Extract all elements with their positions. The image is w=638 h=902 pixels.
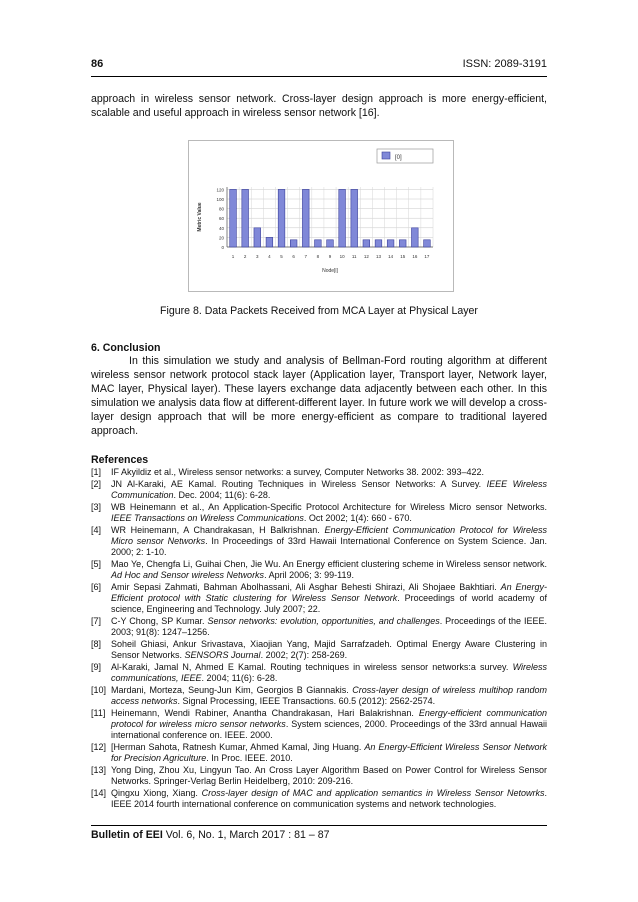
- y-tick-label: 60: [218, 216, 224, 222]
- reference-number: [5]: [91, 559, 102, 569]
- reference-item: [91, 582, 547, 615]
- x-tick-label: 4: [268, 254, 271, 259]
- reference-text: Heinemann, Wendi Rabiner, Anantha Chandrakasan, Hari Balakrishnan. Energy-efficient communication protocol for wireless micro sensor networks. System sciences, 2000. Proceedings of the 33rd annual Hawaii international conference on. IEEE. 2000.: [111, 708, 547, 740]
- reference-number: [13]: [91, 765, 107, 775]
- page-number: 86: [91, 58, 104, 70]
- bar: [290, 240, 297, 247]
- x-tick-label: 10: [339, 254, 345, 259]
- intro-paragraph: approach in wireless sensor network. Cross-layer design approach is more energy-efficient, scalable and useful approach in wireless sensor network [16].: [91, 93, 547, 119]
- reference-number: [14]: [91, 788, 107, 798]
- bar: [387, 240, 394, 247]
- x-tick-label: 9: [328, 254, 332, 259]
- bar: [351, 189, 358, 247]
- page-footer: [91, 829, 329, 841]
- reference-text: Amir Sepasi Zahmati, Bahman Abolhassani, Ali Asghar Behesti Shirazi, Ali Shojaee Bakhtiari. An Energy-Efficient protocol with Static clustering for Wireless Sensor Network. Proceedings of world academy of science, Engineering and Technology. July 2007; 22.: [111, 582, 547, 614]
- references-title: References: [91, 454, 149, 466]
- bar: [302, 189, 309, 247]
- reference-number: [9]: [91, 662, 102, 672]
- reference-item: [91, 467, 547, 478]
- header-rule: [91, 76, 547, 77]
- x-tick-label: 11: [351, 254, 357, 259]
- bar: [278, 189, 285, 247]
- legend-label: [0]: [395, 155, 402, 161]
- x-tick-label: 5: [280, 254, 283, 259]
- figure-8: [188, 140, 454, 292]
- reference-item: [91, 639, 547, 661]
- reference-item: [91, 708, 547, 741]
- reference-number: [3]: [91, 502, 102, 512]
- bar: [424, 240, 431, 247]
- x-tick-label: 16: [412, 254, 418, 259]
- reference-text: JN Al-Karaki, AE Kamal. Routing Techniques in Wireless Sensor Networks: A Survey. IEEE Wireless Communication. Dec. 2004; 11(6): 6-28.: [111, 479, 547, 500]
- reference-text: WB Heinemann et al., An Application-Specific Protocol Architecture for Wireless Micro sensor Networks. IEEE Transactions on Wireless Communications. Oct 2002; 1(4): 660 - 670.: [111, 502, 547, 523]
- reference-text: Al-Karaki, Jamal N, Ahmed E Kamal. Routing techniques in wireless sensor networks:a survey. Wireless communications, IEEE. 2004; 11(6): 6-28.: [111, 662, 547, 683]
- bar: [363, 240, 370, 247]
- reference-item: [91, 502, 547, 524]
- x-tick-label: 15: [400, 254, 406, 259]
- section-title: 6. Conclusion: [91, 342, 161, 354]
- reference-item: [91, 662, 547, 684]
- reference-item: [91, 525, 547, 558]
- reference-text: IF Akyildiz et al., Wireless sensor networks: a survey, Computer Networks 38. 2002: 393–422.: [111, 467, 484, 477]
- y-axis-title: Metric Value: [197, 202, 203, 232]
- reference-number: [8]: [91, 639, 102, 649]
- reference-list: [91, 467, 547, 811]
- reference-number: [6]: [91, 582, 102, 592]
- bar: [339, 189, 346, 247]
- conclusion-paragraph: In this simulation we study and analysis of Bellman-Ford routing algorithm at different wireless sensor network protocol stack layer (Application layer, Transport layer, Network layer, MAC layer, Physical layer). These layers exchange data adjacently between each other. In this simulation we analysis data flow at different-different layer. In future work we will develop a cross-layer design approach that will be more energy-efficient as compare to traditional layered approach.: [91, 355, 547, 437]
- x-tick-label: 13: [375, 254, 381, 259]
- reference-number: [2]: [91, 479, 102, 489]
- x-tick-label: 6: [292, 254, 295, 259]
- legend-swatch: [382, 152, 390, 159]
- bar: [254, 228, 261, 247]
- x-tick-label: 1: [231, 254, 235, 259]
- bar: [315, 240, 322, 247]
- x-axis-title: Node[i]: [322, 268, 338, 274]
- reference-number: [7]: [91, 616, 102, 626]
- reference-item: [91, 765, 547, 787]
- x-tick-label: 14: [388, 254, 394, 259]
- y-tick-label: 20: [218, 235, 224, 241]
- x-tick-label: 2: [243, 254, 247, 259]
- y-tick-label: 80: [218, 206, 224, 212]
- reference-number: [12]: [91, 742, 107, 752]
- reference-item: [91, 788, 547, 810]
- reference-item: [91, 616, 547, 638]
- bar: [327, 240, 334, 247]
- reference-number: [10]: [91, 685, 107, 695]
- bar: [266, 237, 273, 247]
- bar-chart: [189, 141, 453, 291]
- bar: [242, 189, 249, 247]
- reference-text: Soheil Ghiasi, Ankur Srivastava, Xiaojian Yang, Majid Sarrafzadeh. Optimal Energy Aware Clustering in Sensor Networks. SENSORS Journal. 2002; 2(7): 258-269.: [111, 639, 547, 660]
- bar: [375, 240, 382, 247]
- x-tick-label: 3: [256, 254, 259, 259]
- page-header: [91, 58, 547, 74]
- x-tick-label: 17: [424, 254, 430, 259]
- reference-item: [91, 742, 547, 764]
- y-tick-label: 100: [216, 197, 224, 202]
- figure-caption: Figure 8. Data Packets Received from MCA Layer at Physical Layer: [160, 305, 478, 317]
- journal-name: Bulletin of EEI: [91, 829, 163, 841]
- reference-text: Yong Ding, Zhou Xu, Lingyun Tao. An Cross Layer Algorithm Based on Power Control for Wireless Sensor Networks. Springer-Verlag Berlin Heidelberg, 2010: 209-216.: [111, 765, 547, 786]
- bar: [230, 189, 237, 247]
- y-tick-label: 40: [218, 225, 224, 231]
- journal-issue: Vol. 6, No. 1, March 2017 : 81 – 87: [162, 829, 330, 841]
- reference-item: [91, 479, 547, 501]
- reference-text: Mardani, Morteza, Seung-Jun Kim, Georgios B Giannakis. Cross-layer design of wireless multihop random access networks. Signal Processing, IEEE Transactions. 60.5 (2012): 2562-2574.: [111, 685, 548, 706]
- reference-text: WR Heinemann, A Chandrakasan, H Balkrishnan. Energy-Efficient Communication Protocol for Wireless Micro sensor Networks. In Proceedings of 33rd Hawaii International Conference on System Science. Jan. 2000; 2: 1-10.: [111, 525, 547, 557]
- bar: [411, 228, 418, 247]
- reference-text: C-Y Chong, SP Kumar. Sensor networks: evolution, opportunities, and challenges. Proceedings of the IEEE. 2003; 91(8): 1247–1256.: [111, 616, 547, 637]
- footer-rule: [91, 825, 547, 826]
- issn: ISSN: 2089-3191: [462, 58, 547, 70]
- y-tick-label: 120: [216, 187, 224, 193]
- reference-text: Mao Ye, Chengfa Li, Guihai Chen, Jie Wu. An Energy efficient clustering scheme in Wireless sensor network. Ad Hoc and Sensor wireless Networks. April 2006; 3: 99-119.: [111, 559, 547, 580]
- reference-text: [Herman Sahota, Ratnesh Kumar, Ahmed Kamal, Jing Huang. An Energy-Efficient Wireless Sensor Network for Precision Agriculture. In Proc. IEEE. 2010.: [111, 742, 547, 763]
- bar: [399, 240, 406, 247]
- x-tick-label: 12: [363, 254, 369, 259]
- reference-item: [91, 685, 547, 707]
- reference-text: Qingxu Xiong, Xiang. Cross-layer design of MAC and application semantics in Wireless Sensor Netowrks. IEEE 2014 fourth international conference on communication systems and network technologies.: [111, 788, 547, 809]
- x-tick-label: 8: [316, 254, 320, 259]
- reference-number: [1]: [91, 467, 102, 477]
- y-tick-label: 0: [221, 245, 224, 250]
- x-tick-label: 7: [304, 254, 308, 259]
- reference-number: [4]: [91, 525, 102, 535]
- reference-number: [11]: [91, 708, 106, 718]
- reference-item: [91, 559, 547, 581]
